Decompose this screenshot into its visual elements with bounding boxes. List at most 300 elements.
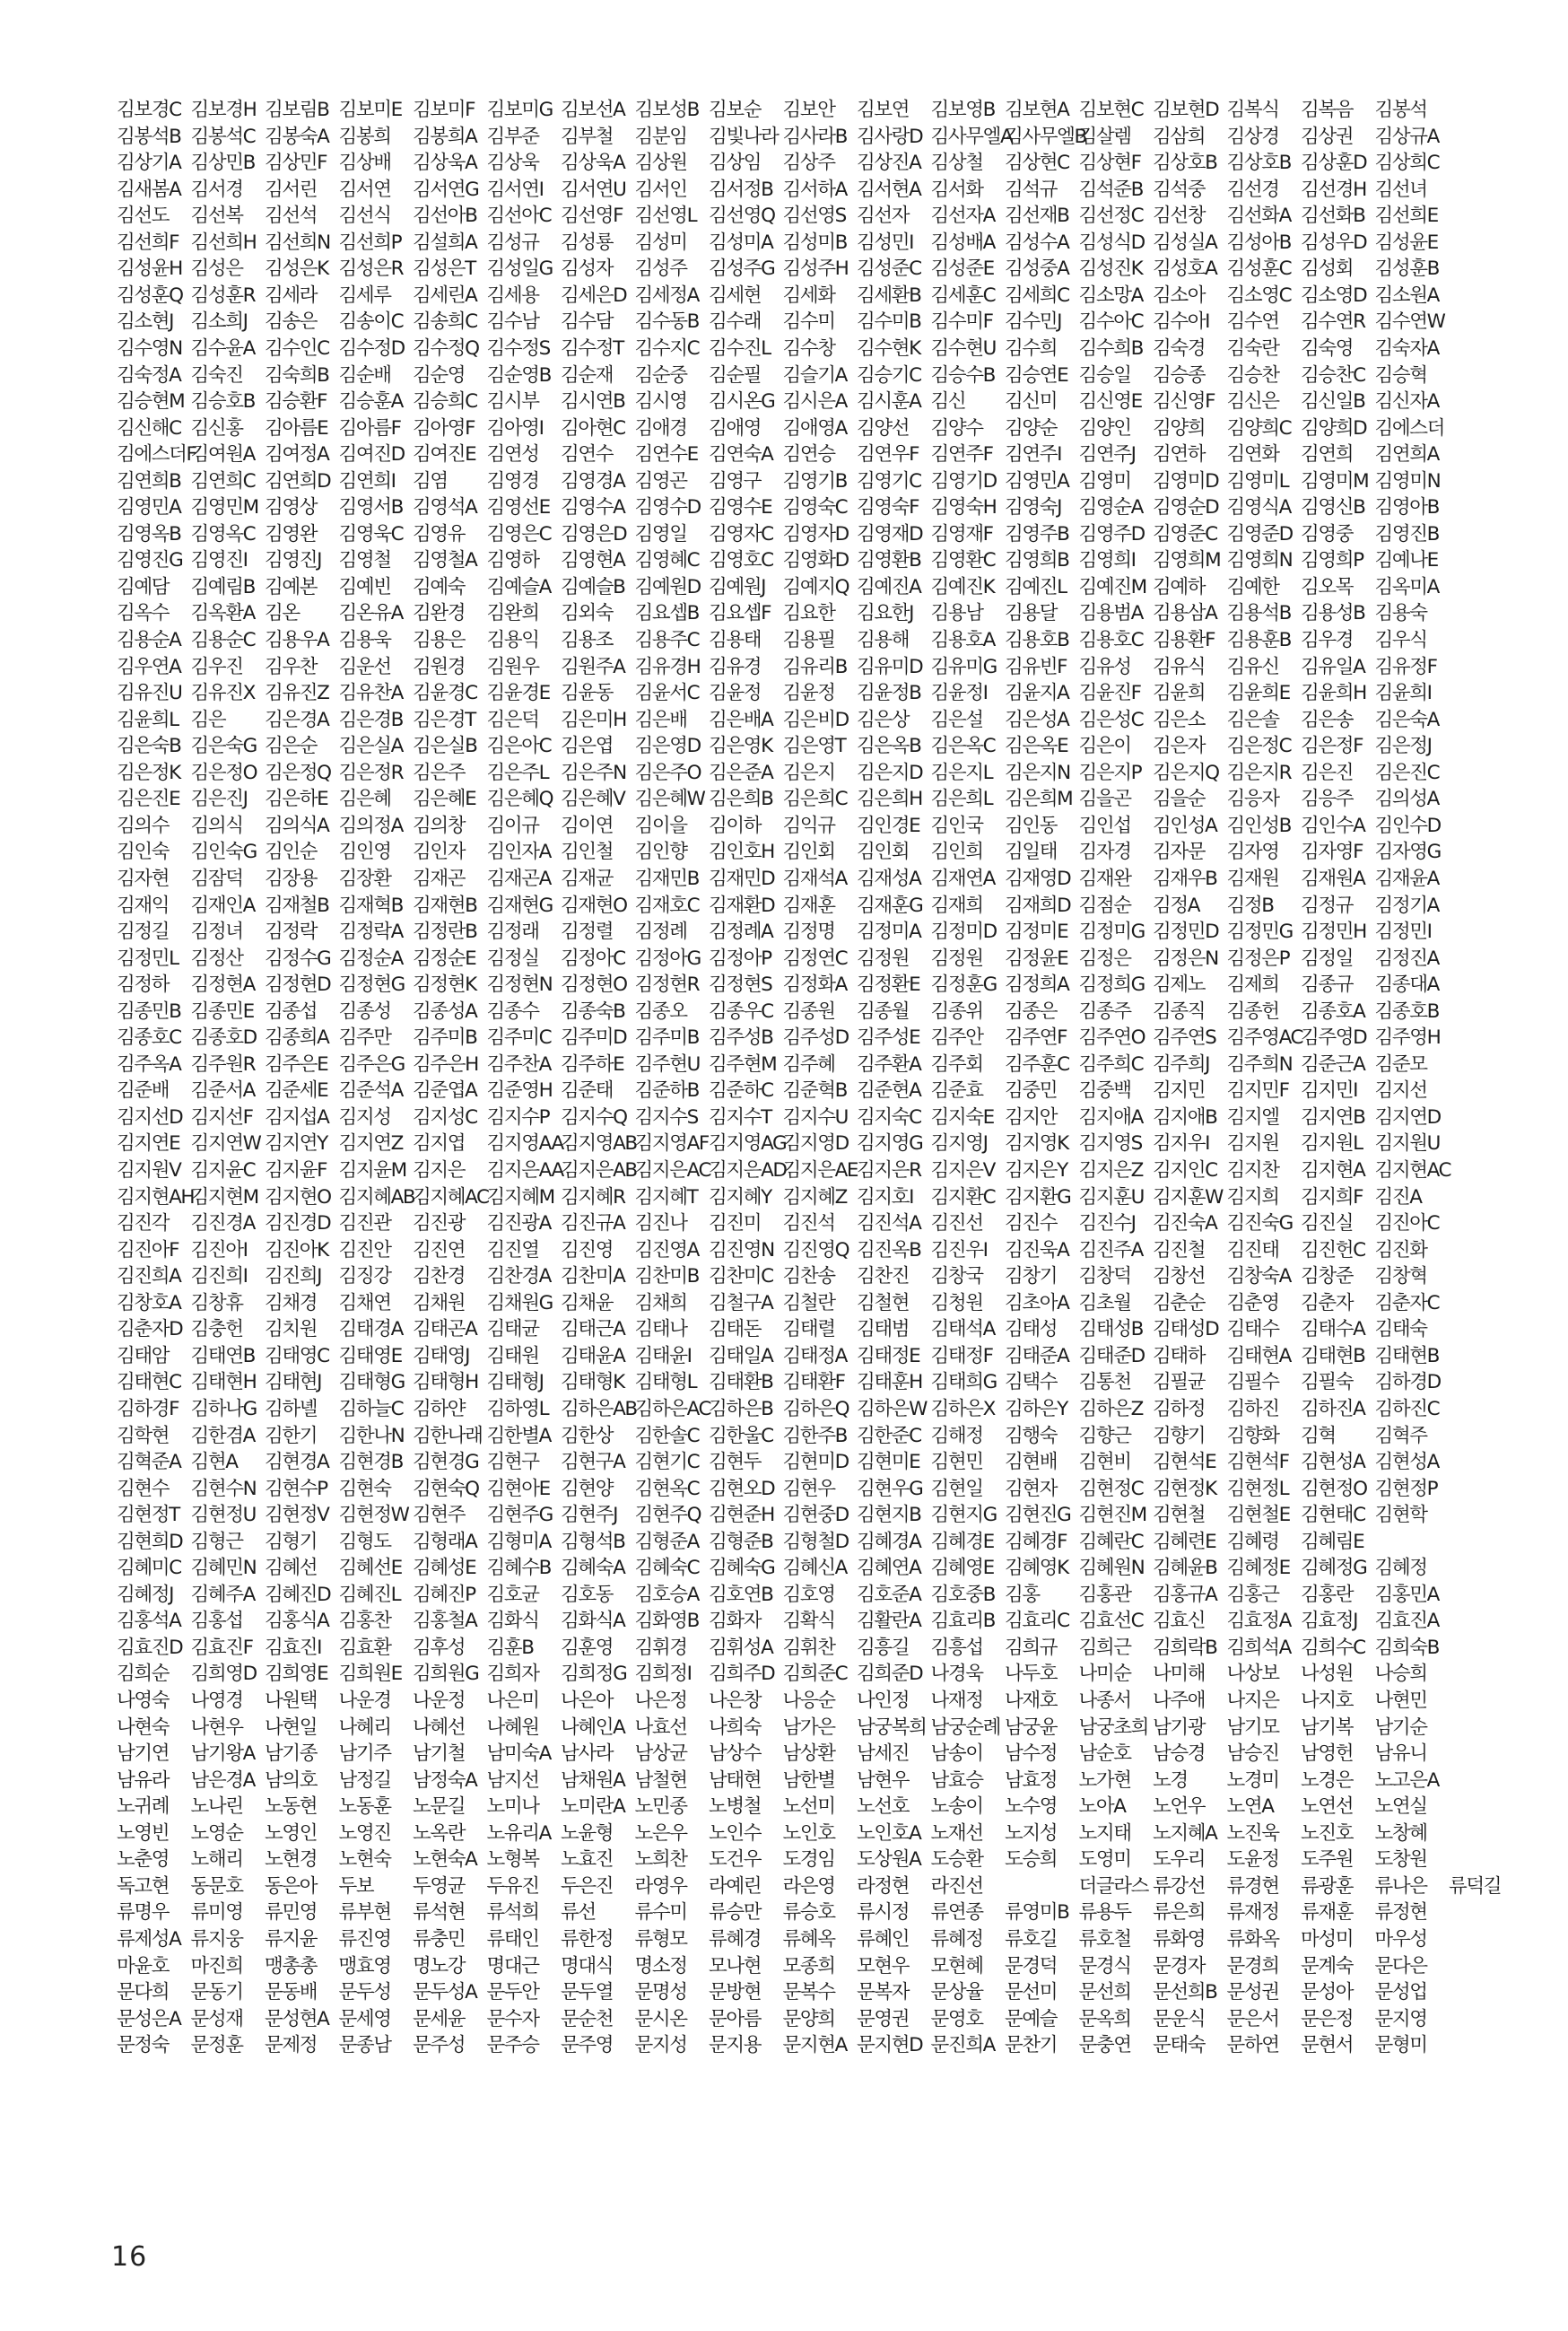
name-entry: 김응자	[1226, 788, 1279, 811]
name-entry: 김완경	[413, 602, 466, 625]
name-entry: 김서현A	[857, 178, 921, 201]
name-entry: 김수진L	[709, 336, 771, 360]
name-entry: 김진태	[1226, 1238, 1279, 1262]
name-entry: 김지우I	[1153, 1132, 1210, 1156]
name-entry: 김성미B	[782, 231, 847, 254]
name-entry: 김희준C	[782, 1663, 848, 1686]
name-entry: 마진희	[190, 1954, 243, 1977]
name-entry: 문동기	[190, 1981, 243, 2004]
name-entry: 남승경	[1153, 1742, 1206, 1766]
name-entry: 김성윤H	[117, 258, 182, 281]
name-entry: 김영경A	[561, 469, 625, 493]
name-entry: 김준태	[561, 1079, 614, 1103]
name-entry: 김지훈W	[1153, 1185, 1223, 1209]
name-entry: 김지영AB	[561, 1132, 637, 1156]
name-entry: 나미순	[1078, 1663, 1131, 1686]
name-entry: 김봉석C	[190, 125, 256, 148]
name-entry: 김세현	[709, 284, 762, 307]
name-entry: 김숙란	[1226, 336, 1279, 360]
name-entry: 김재환D	[709, 894, 775, 917]
name-entry: 김봉석	[1374, 99, 1427, 121]
name-entry: 김지훈U	[1078, 1185, 1144, 1209]
name-entry: 류미영	[190, 1901, 243, 1925]
name-entry: 김징강	[338, 1265, 391, 1288]
name-entry: 김응주	[1301, 788, 1354, 811]
name-entry: 김하은Q	[782, 1397, 849, 1420]
name-entry: 김태윤I	[634, 1344, 692, 1367]
name-entry: 김제노	[1153, 973, 1206, 997]
name-entry: 김승환F	[265, 390, 327, 414]
name-entry: 나경욱	[930, 1663, 983, 1686]
name-entry: 김현중D	[782, 1504, 849, 1527]
name-entry: 김재균	[561, 867, 614, 890]
name-entry: 나미해	[1153, 1663, 1206, 1686]
name-entry: 문다희	[117, 1981, 170, 2004]
name-entry: 나재호	[1005, 1689, 1058, 1712]
name-entry: 김태정A	[782, 1344, 847, 1367]
name-entry: 김보미E	[338, 99, 402, 121]
name-entry: 김상규A	[1374, 125, 1439, 148]
name-entry: 김주현M	[709, 1052, 777, 1076]
name-entry: 김서연G	[413, 178, 479, 201]
name-entry: 노희찬	[634, 1848, 687, 1872]
name-entry: 김한울C	[709, 1424, 773, 1447]
name-entry: 류수미	[634, 1901, 687, 1925]
name-entry: 도승희	[1005, 1848, 1058, 1872]
name-entry: 김은정R	[338, 761, 404, 784]
name-entry: 노민종	[634, 1795, 687, 1819]
name-entry: 나승희	[1374, 1663, 1427, 1686]
name-entry: 김혜정J	[117, 1583, 174, 1606]
name-entry: 김정산	[190, 947, 243, 970]
name-entry: 김종희A	[265, 1026, 329, 1050]
name-entry: 김수남	[486, 310, 539, 334]
name-entry: 김설희A	[413, 231, 477, 254]
name-entry: 김영진I	[190, 549, 248, 572]
name-entry: 김주환A	[857, 1052, 921, 1076]
name-entry: 김종성	[338, 1000, 391, 1023]
name-entry: 김아영F	[413, 416, 475, 440]
name-entry: 김중민	[1005, 1079, 1058, 1103]
name-entry: 김영희B	[1005, 549, 1069, 572]
name-entry: 김재혁B	[338, 894, 403, 917]
name-entry: 남승진	[1226, 1742, 1279, 1766]
name-entry: 김희숙B	[1374, 1636, 1439, 1659]
name-entry: 김익규	[782, 814, 835, 837]
name-entry: 김현정L	[1226, 1477, 1289, 1500]
name-entry: 김성회	[1301, 258, 1354, 281]
name-entry: 문시온	[634, 2007, 687, 2030]
name-entry: 김재원	[1226, 867, 1279, 890]
name-entry: 김진희A	[117, 1265, 181, 1288]
name-entry: 남의호	[265, 1768, 318, 1792]
name-entry: 김창국	[930, 1265, 983, 1288]
name-entry: 김한솔C	[634, 1424, 700, 1447]
name-entry: 노귀례	[117, 1795, 170, 1819]
name-entry: 김상철	[930, 152, 983, 175]
name-entry: 김인자A	[486, 841, 551, 864]
name-entry: 김숙경	[1153, 336, 1206, 360]
name-entry: 김홍관	[1078, 1583, 1131, 1606]
name-entry: 김용욱	[338, 629, 391, 651]
name-entry: 김인동	[1005, 814, 1058, 837]
name-entry: 김성준E	[930, 258, 994, 281]
name-entry: 나인정	[857, 1689, 910, 1712]
name-entry: 김선식	[338, 205, 391, 228]
name-entry: 도건우	[709, 1848, 762, 1872]
name-entry: 김혁준A	[117, 1451, 181, 1474]
name-entry: 류충민	[413, 1927, 466, 1951]
name-entry: 김상진A	[857, 152, 921, 175]
name-entry: 김종우C	[709, 1000, 773, 1023]
name-entry: 김우식	[1374, 629, 1427, 651]
name-entry: 김부철	[561, 125, 614, 148]
name-entry: 김진영A	[634, 1238, 699, 1262]
name-entry: 김승연E	[1005, 363, 1068, 387]
name-entry: 김형근	[190, 1530, 243, 1553]
name-entry: 김수창	[782, 336, 835, 360]
name-entry: 김한나래	[413, 1424, 483, 1447]
name-entry: 김은영T	[782, 735, 846, 758]
name-entry: 김선영Q	[709, 205, 775, 228]
name-entry: 김정래	[486, 921, 539, 944]
name-entry: 김영혜C	[634, 549, 700, 572]
name-entry: 김종원	[782, 1000, 835, 1023]
name-entry: 김승호B	[190, 390, 255, 414]
name-entry: 김은혜Q	[486, 788, 553, 811]
name-entry: 김태곤A	[413, 1318, 477, 1341]
name-entry: 김영서B	[338, 496, 403, 519]
name-entry: 김여진D	[338, 443, 405, 467]
name-entry: 김정민I	[1374, 921, 1432, 944]
name-entry: 동문호	[190, 1874, 243, 1898]
name-entry: 김의창	[413, 814, 466, 837]
name-entry: 김정연C	[782, 947, 848, 970]
name-entry: 김정환E	[857, 973, 920, 997]
name-entry: 김성호A	[1153, 258, 1217, 281]
name-entry: 김정진A	[1374, 947, 1439, 970]
name-entry: 김준근A	[1301, 1052, 1365, 1076]
name-entry: 김선복	[190, 205, 243, 228]
name-entry: 노인호	[782, 1821, 835, 1845]
name-entry: 김정미D	[930, 921, 997, 944]
name-entry: 김채경	[265, 1291, 318, 1314]
name-entry: 김예원D	[634, 575, 701, 598]
name-entry: 김승훈A	[338, 390, 403, 414]
name-entry: 김용순C	[190, 629, 256, 651]
name-entry: 김정아P	[709, 947, 771, 970]
name-entry: 김정훈G	[930, 973, 997, 997]
name-entry: 김지영S	[1078, 1132, 1142, 1156]
name-entry: 김영재D	[857, 522, 923, 546]
name-entry: 김순영	[413, 363, 466, 387]
name-entry: 김현미D	[782, 1451, 849, 1474]
name-entry: 김주원R	[190, 1052, 256, 1076]
name-entry: 김혜성E	[413, 1557, 476, 1580]
name-entry: 김창덕	[1078, 1265, 1131, 1288]
name-entry: 류부현	[338, 1901, 391, 1925]
name-entry: 라진선	[930, 1874, 983, 1898]
name-entry: 김주미D	[561, 1026, 627, 1050]
name-entry: 문태숙	[1153, 2034, 1206, 2057]
name-entry: 김재곤	[413, 867, 466, 890]
name-entry: 김주영AC	[1226, 1026, 1303, 1050]
name-entry: 김상권	[1301, 125, 1354, 148]
name-entry: 김은아C	[486, 735, 552, 758]
name-entry: 명소정	[634, 1954, 687, 1977]
name-entry: 김희순	[117, 1663, 170, 1686]
name-entry: 김한겸A	[190, 1424, 255, 1447]
name-entry: 김흥섭	[930, 1636, 983, 1659]
name-entry: 김태영J	[413, 1344, 470, 1367]
name-entry: 문선미	[1005, 1981, 1058, 2004]
name-entry: 김영재F	[930, 522, 993, 546]
name-entry: 김윤희L	[117, 708, 179, 731]
name-entry: 남궁초희	[1078, 1716, 1148, 1739]
name-entry: 김시훈A	[857, 390, 921, 414]
name-entry: 김채원	[413, 1291, 466, 1314]
name-entry: 문옥희	[1078, 2007, 1131, 2030]
name-entry: 김용석B	[1226, 602, 1291, 625]
name-entry: 김현정P	[1374, 1477, 1438, 1500]
name-entry: 김연승	[782, 443, 835, 467]
name-entry: 김성수A	[1005, 231, 1069, 254]
name-entry: 김예진A	[857, 575, 921, 598]
name-entry: 김지민I	[1301, 1079, 1358, 1103]
name-entry: 김진영	[561, 1238, 614, 1262]
name-entry: 김영진B	[1374, 522, 1439, 546]
name-entry: 김연희B	[117, 469, 181, 493]
name-entry: 김혁	[1301, 1424, 1336, 1447]
name-entry: 김유성	[1078, 655, 1131, 678]
name-entry: 김주미B	[634, 1026, 699, 1050]
name-entry: 김태형G	[338, 1371, 405, 1394]
name-entry: 김유정F	[1374, 655, 1437, 678]
name-entry: 김정은	[1078, 947, 1131, 970]
name-entry: 김준효	[930, 1079, 983, 1103]
name-entry: 김수현U	[930, 336, 996, 360]
name-entry: 문세영	[338, 2007, 391, 2030]
name-entry: 김세린A	[413, 284, 477, 307]
name-entry: 김현성A	[1374, 1451, 1439, 1474]
name-entry: 나원택	[265, 1689, 318, 1712]
name-entry: 김부준	[486, 125, 539, 148]
name-entry: 류혜경	[709, 1927, 762, 1951]
name-entry: 김태성D	[1153, 1318, 1219, 1341]
name-entry: 김태현B	[1301, 1344, 1365, 1367]
name-entry: 김주희N	[1226, 1052, 1293, 1076]
name-entry: 김태균	[486, 1318, 539, 1341]
name-entry: 김은혜E	[413, 788, 476, 811]
name-entry: 김진광	[413, 1212, 466, 1235]
name-entry: 노병철	[709, 1795, 762, 1819]
name-entry: 김서린	[265, 178, 318, 201]
name-entry: 김선희N	[265, 231, 330, 254]
name-entry: 김영은D	[561, 522, 627, 546]
name-entry: 노지태	[1078, 1821, 1131, 1845]
name-entry: 도창원	[1374, 1848, 1427, 1872]
name-entry: 김지윤M	[338, 1159, 406, 1182]
name-entry: 더글라스	[1078, 1874, 1148, 1898]
name-entry: 김현수	[117, 1477, 170, 1500]
name-entry: 김홍란	[1301, 1583, 1354, 1606]
name-entry: 김호연B	[709, 1583, 773, 1606]
name-entry: 김정례A	[709, 921, 773, 944]
name-entry: 김지애A	[1078, 1105, 1143, 1129]
name-entry: 김현석E	[1153, 1451, 1216, 1474]
name-entry: 김세루	[338, 284, 391, 307]
name-entry: 김승현M	[117, 390, 185, 414]
name-entry: 문영권	[857, 2007, 910, 2030]
name-entry: 김용호B	[1005, 629, 1069, 651]
name-entry: 김혜미C	[117, 1557, 181, 1580]
name-entry: 김인향	[634, 841, 687, 864]
name-entry: 김요셉B	[634, 602, 699, 625]
name-entry: 김보순	[709, 99, 762, 121]
name-entry: 김자문	[1153, 841, 1206, 864]
name-entry: 김보미F	[413, 99, 475, 121]
name-entry: 김혜선	[265, 1557, 318, 1580]
name-entry: 김재민B	[634, 867, 699, 890]
name-entry: 김지민	[1153, 1079, 1206, 1103]
name-entry: 김지연Z	[338, 1132, 403, 1156]
name-entry: 김선영L	[634, 205, 697, 228]
name-entry: 김성규	[486, 231, 539, 254]
name-entry: 김예본	[265, 575, 318, 598]
name-entry: 문성업	[1374, 1981, 1427, 2004]
name-entry: 김수희B	[1078, 336, 1143, 360]
name-entry: 김용호C	[1078, 629, 1144, 651]
name-entry: 김혜신A	[782, 1557, 847, 1580]
name-entry: 김채희	[634, 1291, 687, 1314]
name-entry: 김형래A	[413, 1530, 477, 1553]
name-entry: 김에스더	[1374, 416, 1444, 440]
name-entry: 류승호	[782, 1901, 835, 1925]
name-entry: 김혜정G	[1301, 1557, 1367, 1580]
name-entry: 김태형K	[561, 1371, 624, 1394]
name-entry: 김성민I	[857, 231, 914, 254]
name-entry: 노수영	[1005, 1795, 1058, 1819]
name-entry: 나응순	[782, 1689, 835, 1712]
name-entry: 김정미G	[1078, 921, 1145, 944]
name-entry: 김은진J	[190, 788, 248, 811]
name-entry: 김혜선E	[338, 1557, 402, 1580]
name-entry: 라영우	[634, 1874, 687, 1898]
name-entry: 나혜인A	[561, 1716, 625, 1739]
name-entry: 문정훈	[190, 2034, 243, 2057]
name-entry: 김종주	[1078, 1000, 1131, 1023]
name-entry: 김수인C	[265, 336, 329, 360]
name-entry: 김영민A	[117, 496, 181, 519]
name-entry: 나현숙	[117, 1716, 170, 1739]
name-entry: 김지인C	[1153, 1159, 1217, 1182]
name-entry: 나종서	[1078, 1689, 1131, 1712]
name-entry: 김지윤C	[190, 1159, 256, 1182]
name-entry: 김예한	[1226, 575, 1279, 598]
name-entry: 김현구A	[561, 1451, 625, 1474]
name-entry: 김혜주A	[190, 1583, 255, 1606]
name-entry: 김은정K	[117, 761, 180, 784]
name-entry: 김윤희I	[1374, 682, 1432, 705]
name-entry: 김상원	[634, 152, 687, 175]
name-entry: 김정윤E	[1005, 947, 1068, 970]
name-entry: 김석준B	[1078, 178, 1143, 201]
name-entry: 남채원A	[561, 1768, 625, 1792]
name-entry: 문찬기	[1005, 2034, 1058, 2057]
name-entry: 류민영	[265, 1901, 318, 1925]
name-entry: 김은이	[1078, 735, 1131, 758]
name-entry: 김진아C	[1374, 1212, 1440, 1235]
name-entry: 김효환	[338, 1636, 391, 1659]
name-entry: 김인성A	[1153, 814, 1217, 837]
name-entry: 김영경	[486, 469, 539, 493]
name-entry: 김주은G	[338, 1052, 405, 1076]
name-entry: 류지윤	[265, 1927, 318, 1951]
name-entry: 김빛나라	[709, 125, 779, 148]
name-entry: 김소아	[1153, 284, 1206, 307]
name-entry: 류경현	[1226, 1874, 1279, 1898]
name-entry: 김태성	[1005, 1318, 1058, 1341]
name-entry: 노현경	[265, 1848, 318, 1872]
name-entry: 김찬미B	[634, 1265, 699, 1288]
name-entry: 김수연W	[1374, 310, 1445, 334]
name-entry: 김은미H	[561, 708, 626, 731]
name-entry: 노형복	[486, 1848, 539, 1872]
name-entry: 김영선E	[486, 496, 550, 519]
name-entry: 김해정	[930, 1424, 983, 1447]
name-entry: 김후성	[413, 1636, 466, 1659]
name-entry: 김인경E	[857, 814, 920, 837]
name-entry: 김재현G	[486, 894, 553, 917]
name-entry: 김신홍	[190, 416, 243, 440]
name-entry: 김영준C	[1153, 522, 1217, 546]
name-entry: 김신영E	[1078, 390, 1142, 414]
name-entry: 김정렬	[561, 921, 614, 944]
name-entry: 류태인	[486, 1927, 539, 1951]
name-entry: 김재우B	[1153, 867, 1217, 890]
name-entry: 독고현	[117, 1874, 170, 1898]
name-entry: 김흥길	[857, 1636, 910, 1659]
name-entry: 김진A	[1374, 1185, 1422, 1209]
name-entry: 나재정	[930, 1689, 983, 1712]
name-entry: 문선희	[1078, 1981, 1131, 2004]
name-entry: 김영자C	[709, 522, 773, 546]
name-entry: 김상민B	[190, 152, 255, 175]
name-entry: 김지호I	[857, 1185, 914, 1209]
name-entry: 김진수	[1005, 1212, 1058, 1235]
name-entry: 김현배	[1005, 1451, 1058, 1474]
name-entry: 김형기	[265, 1530, 318, 1553]
name-entry: 김정현G	[338, 973, 405, 997]
name-entry: 노지성	[1005, 1821, 1058, 1845]
name-entry: 김태환B	[709, 1371, 773, 1394]
name-entry: 김인희	[930, 841, 983, 864]
name-entry: 김은비D	[782, 708, 849, 731]
name-entry: 나두호	[1005, 1663, 1058, 1686]
name-entry: 김아현C	[561, 416, 625, 440]
name-entry: 김예슬B	[561, 575, 625, 598]
name-entry: 김영숙J	[1005, 496, 1062, 519]
name-entry: 문복수	[782, 1981, 835, 2004]
name-entry: 김은지Q	[1153, 761, 1219, 784]
name-entry: 김윤경C	[413, 682, 477, 705]
name-entry: 김상임	[709, 152, 762, 175]
name-entry: 김연희C	[190, 469, 256, 493]
name-entry: 문방현	[709, 1981, 762, 2004]
name-entry: 김은옥C	[930, 735, 996, 758]
name-entry: 김현준H	[709, 1504, 774, 1527]
name-entry: 김시부	[486, 390, 539, 414]
